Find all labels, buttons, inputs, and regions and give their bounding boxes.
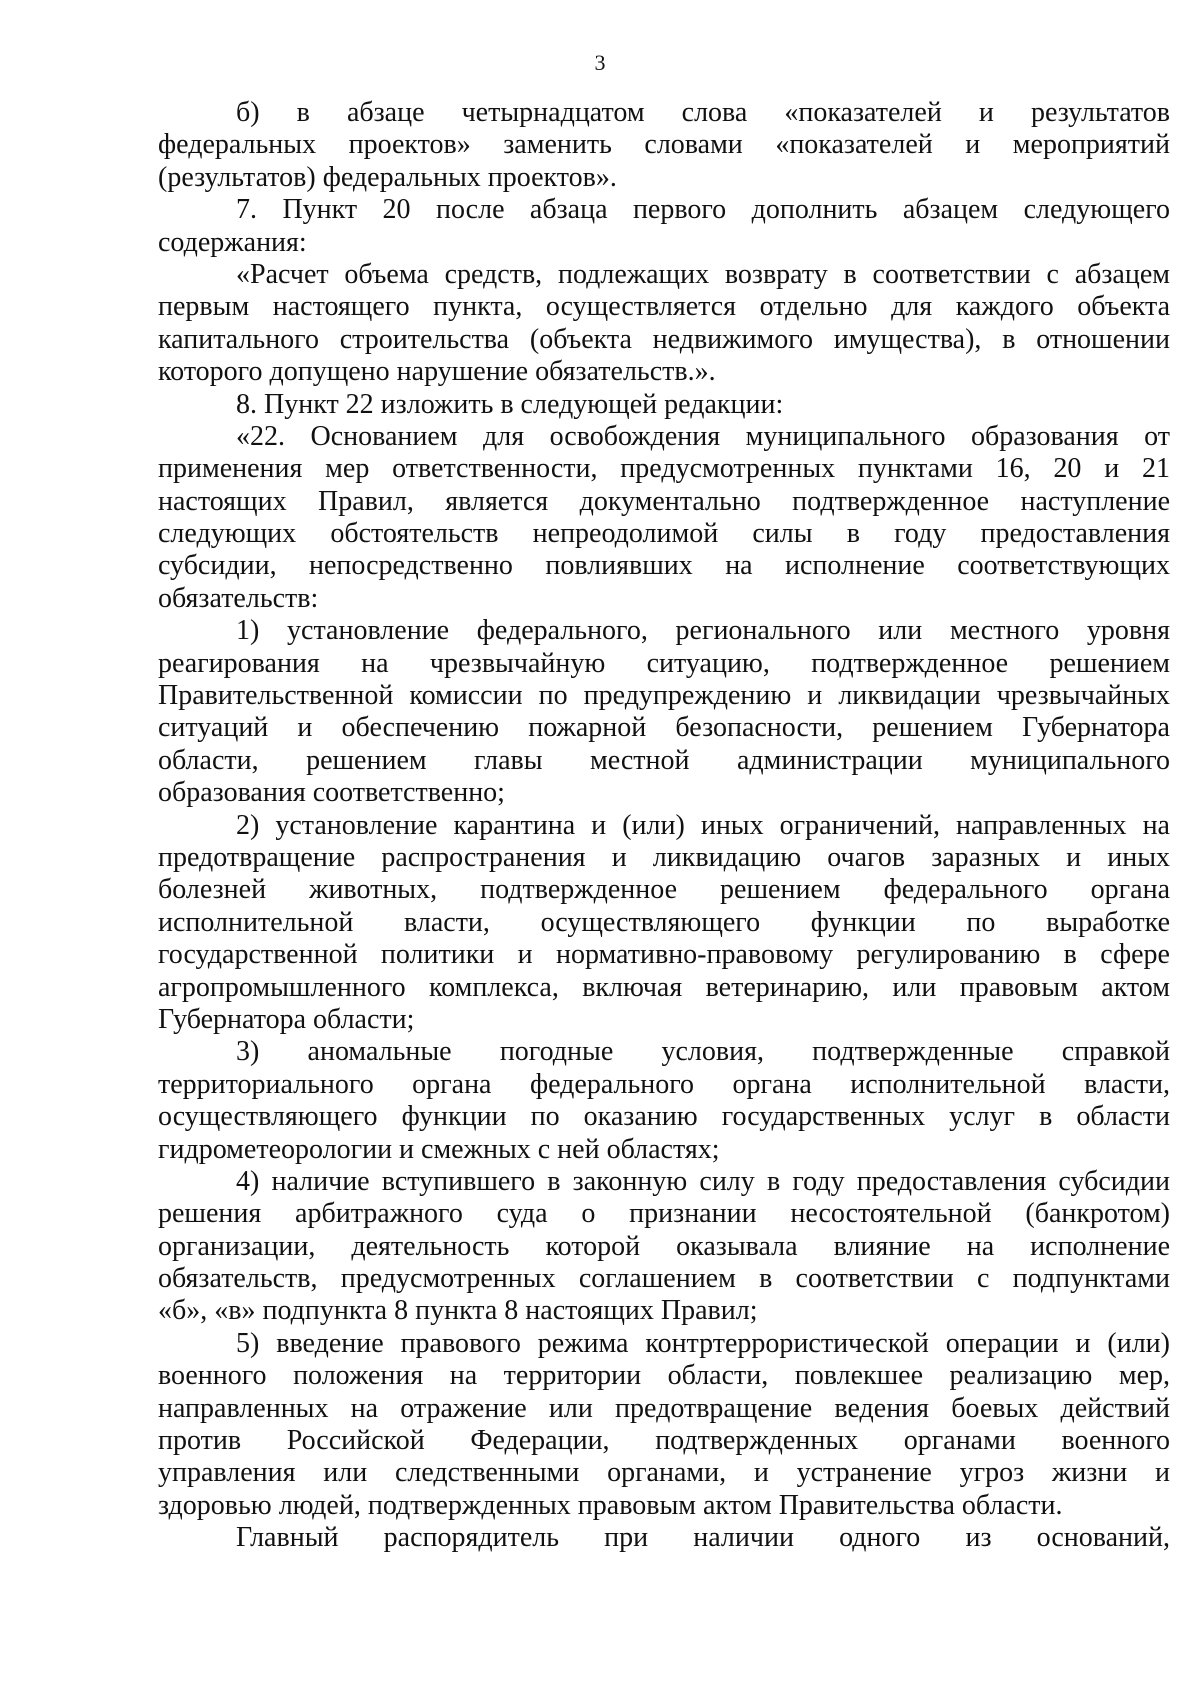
text-line: ситуаций и обеспечению пожарной безопасности, решением Губернатора [158, 712, 1170, 744]
text-line: содержания: [158, 226, 307, 258]
text-line: б) в абзаце четырнадцатом слова «показателей и результатов [236, 97, 1170, 128]
text-line: решения арбитражного суда о признании несостоятельной (банкротом) [158, 1198, 1170, 1230]
text-line: направленных на отражение или предотвращение ведения боевых действий [158, 1392, 1170, 1424]
text-line: территориального органа федерального органа исполнительной власти, [158, 1068, 1170, 1100]
paragraph [158, 389, 1170, 421]
text-line: федеральных проектов» заменить словами «показателей и мероприятий [158, 129, 1170, 161]
text-line: управления или следственными органами, и устранение угроз жизни и [158, 1457, 1170, 1489]
text-line: следующих обстоятельств непреодолимой силы в году предоставления [158, 518, 1170, 550]
text-line: военного положения на территории области, повлекшее реализацию мер, [158, 1360, 1170, 1392]
text-line: субсидии, непосредственно повлиявших на исполнение соответствующих [158, 550, 1170, 582]
text-line: (результатов) федеральных проектов». [158, 161, 617, 193]
text-line: организации, деятельность которой оказывала влияние на исполнение [158, 1230, 1170, 1262]
text-line: агропромышленного комплекса, включая ветеринарию, или правовым актом [158, 971, 1170, 1003]
text-line: Губернатора области; [158, 1003, 415, 1035]
text-line: 4) наличие вступившего в законную силу в году предоставления субсидии [236, 1165, 1170, 1197]
paragraph [158, 615, 1170, 809]
text-line: 2) установление карантина и (или) иных ограничений, направленных на [236, 809, 1170, 841]
document-body [158, 97, 1170, 1555]
text-line: которого допущено нарушение обязательств.». [158, 356, 716, 388]
paragraph [158, 421, 1170, 615]
text-line: 5) введение правового режима контртеррористической операции и (или) [236, 1327, 1170, 1359]
text-line: Главный распорядитель при наличии одного из оснований, [236, 1522, 1170, 1554]
text-line: применения мер ответственности, предусмотренных пунктами 16, 20 и 21 [158, 453, 1170, 485]
text-line: здоровью людей, подтвержденных правовым актом Правительства области. [158, 1489, 1063, 1521]
text-line: гидрометеорологии и смежных с ней областях; [158, 1133, 720, 1165]
text-line: обязательств, предусмотренных соглашением в соответствии с подпунктами [158, 1263, 1170, 1295]
text-line: капитального строительства (объекта недвижимого имущества), в отношении [158, 323, 1170, 355]
text-line: государственной политики и нормативно-правовому регулированию в сфере [158, 939, 1170, 971]
text-line: «б», «в» подпункта 8 пункта 8 настоящих Правил; [158, 1295, 758, 1327]
paragraph [158, 810, 1170, 1037]
text-line: образования соответственно; [158, 777, 505, 809]
text-line: области, решением главы местной администрации муниципального [158, 744, 1170, 776]
text-line: против Российской Федерации, подтвержденных органами военного [158, 1425, 1170, 1457]
text-line: настоящих Правил, является документально подтвержденное наступление [158, 485, 1170, 517]
text-line: Правительственной комиссии по предупреждению и ликвидации чрезвычайных [158, 680, 1170, 712]
text-line: «Расчет объема средств, подлежащих возврату в соответствии с абзацем [236, 258, 1170, 290]
paragraph [158, 1166, 1170, 1328]
text-line: болезней животных, подтвержденное решением федерального органа [158, 874, 1170, 906]
text-line: обязательств: [158, 582, 319, 614]
paragraph [158, 1328, 1170, 1522]
text-line: 8. Пункт 22 изложить в следующей редакции: [236, 388, 784, 420]
paragraph [158, 97, 1170, 194]
paragraph [158, 194, 1170, 259]
page-number: 3 [594, 50, 606, 75]
text-line: предотвращение распространения и ликвидацию очагов заразных и иных [158, 841, 1170, 873]
text-line: исполнительной власти, осуществляющего функции по выработке [158, 906, 1170, 938]
text-line: первым настоящего пункта, осуществляется отдельно для каждого объекта [158, 291, 1170, 323]
text-line: 1) установление федерального, регионального или местного уровня [236, 615, 1170, 647]
text-line: «22. Основанием для освобождения муниципального образования от [236, 420, 1170, 452]
paragraph [158, 259, 1170, 389]
paragraph [158, 1522, 1170, 1554]
text-line: реагирования на чрезвычайную ситуацию, подтвержденное решением [158, 647, 1170, 679]
text-line: 7. Пункт 20 после абзаца первого дополнить абзацем следующего [236, 194, 1170, 226]
text-line: 3) аномальные погодные условия, подтвержденные справкой [236, 1036, 1170, 1068]
paragraph [158, 1036, 1170, 1166]
text-line: осуществляющего функции по оказанию государственных услуг в области [158, 1101, 1170, 1133]
